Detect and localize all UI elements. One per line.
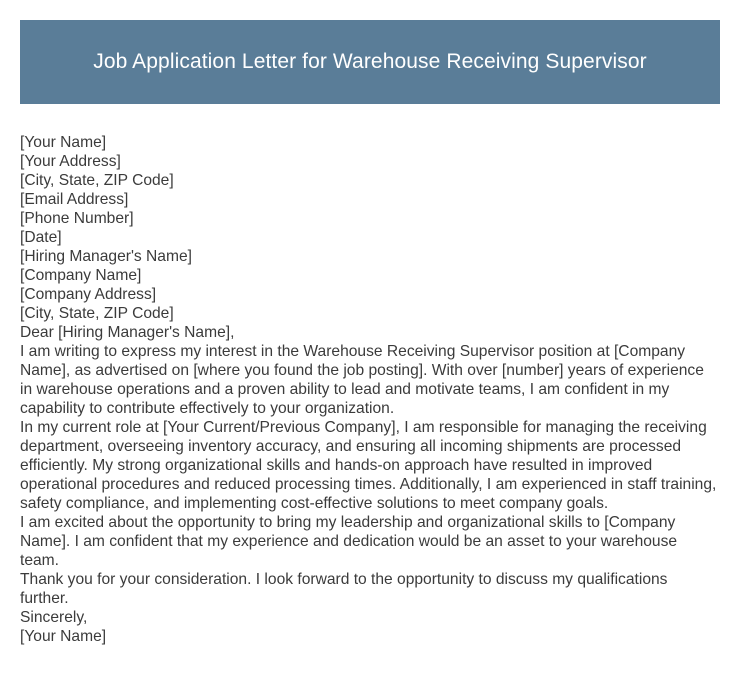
paragraph-excitement: I am excited about the opportunity to bring my leadership and organizational skills to [Company Name]. I am confident that my experience and dedication would be an asset to your warehouse team. — [20, 514, 678, 569]
sender-address: [Your Address] — [20, 153, 121, 170]
paragraph-thanks: Thank you for your consideration. I look forward to the opportunity to discuss my qualifications further. — [20, 571, 668, 607]
closing: Sincerely, — [20, 609, 88, 626]
recipient-city-state-zip: [City, State, ZIP Code] — [20, 305, 174, 322]
salutation: Dear [Hiring Manager's Name], — [20, 324, 235, 341]
sender-email: [Email Address] — [20, 191, 129, 208]
sender-city-state-zip: [City, State, ZIP Code] — [20, 172, 174, 189]
recipient-company-address: [Company Address] — [20, 286, 157, 303]
letter-body — [20, 133, 720, 646]
page-header — [20, 20, 720, 104]
paragraph-intro: I am writing to express my interest in the Warehouse Receiving Supervisor position at [Company Name], as advertised on [where you found the job posting]. With over [number] years of experience in warehouse operations and a proven ability to lead and motivate teams, I am confident in my capability to contribute effectively to your organization. — [20, 343, 704, 417]
recipient-company-name: [Company Name] — [20, 267, 142, 284]
paragraph-experience: In my current role at [Your Current/Previous Company], I am responsible for managing the receiving department, overseeing inventory accuracy, and ensuring all incoming shipments are processed efficiently. My strong organizational skills and hands-on approach have resulted in improved operational procedures and reduced processing times. Additionally, I am experienced in staff training, safety compliance, and implementing cost-effective solutions to meet company goals. — [20, 419, 717, 512]
page-title: Job Application Letter for Warehouse Receiving Supervisor — [93, 50, 647, 73]
signature: [Your Name] — [20, 628, 107, 645]
sender-phone: [Phone Number] — [20, 210, 134, 227]
letter-date: [Date] — [20, 229, 62, 246]
recipient-hiring-manager: [Hiring Manager's Name] — [20, 248, 192, 265]
sender-name: [Your Name] — [20, 134, 107, 151]
